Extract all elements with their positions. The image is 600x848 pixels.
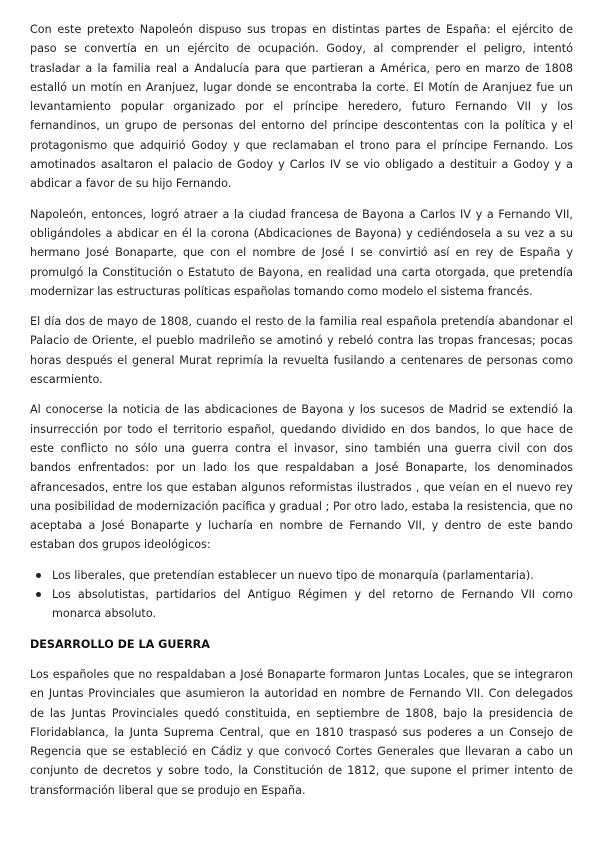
list-item: [52, 566, 573, 585]
list-item: [52, 585, 573, 624]
ideological-groups-list: [30, 566, 573, 624]
paragraph-juntas: Los españoles que no respaldaban a José Bonaparte formaron Juntas Locales, que se integraron en Juntas Provinciales que asumieron la autoridad en nombre de Fernando VII. Con delegados de las Juntas Provinciales quedó constituida, en septiembre de 1808, bajo la presidencia de Floridablanca, la Junta Suprema Central, que en 1810 traspasó sus poderes a un Consejo de Regencia que se estableció en Cádiz y que convocó Cortes Generales que llevaran a cabo un conjunto de decretos y sobre todo, la Constitución de 1812, que supone el primer intento de transformación liberal que se produjo en España.: [30, 667, 573, 797]
list-item-text: Los absolutistas, partidarios del Antiguo Régimen y del retorno de Fernando VII como monarca absoluto.: [52, 588, 573, 621]
list-item-text: Los liberales, que pretendían establecer un nuevo tipo de monarquía (parlamentaria).: [52, 568, 534, 582]
paragraph-abdicaciones-bayona: Napoleón, entonces, logró atraer a la ciudad francesa de Bayona a Carlos IV y a Fernando VII, obligándoles a abdicar en él la corona (Abdicaciones de Bayona) y cediéndosela a su vez a su hermano José Bonaparte, que con el nombre de José I se convirtió así en rey de España y promulgó la Constitución o Estatuto de Bayona, en realidad una carta otorgada, que pretendía modernizar las estructuras políticas españolas tomando como modelo el sistema francés.: [30, 207, 573, 298]
paragraph-dos-de-mayo: El día dos de mayo de 1808, cuando el resto de la familia real española pretendía abandonar el Palacio de Oriente, el pueblo madrileño se amotinó y rebeló contra las tropas francesas; pocas horas después el general Murat reprimía la revuelta fusilando a centenares de personas como escarmiento.: [30, 315, 573, 387]
bullet-icon: [36, 592, 41, 597]
section-heading: DESARROLLO DE LA GUERRA: [30, 637, 210, 651]
document-page: [30, 20, 573, 811]
paragraph-insurreccion: Al conocerse la noticia de las abdicaciones de Bayona y los sucesos de Madrid se extendió la insurrección por todo el territorio español, quedando dividido en dos bandos, lo que hace de este conflicto no sólo una guerra contra el invasor, sino también una guerra civil con dos bandos enfrentados: por un lado los que respaldaban a José Bonaparte, los denominados afrancesados, entre los que estaban algunos reformistas ilustrados , que veían en el nuevo rey una posibilidad de modernización pacífica y gradual ; Por otro lado, estaba la resistencia, que no aceptaba a José Bonaparte y lucharía en nombre de Fernando VII, y dentro de este bando estaban dos grupos ideológicos:: [30, 403, 573, 552]
paragraph-motin-aranjuez: Con este pretexto Napoleón dispuso sus tropas en distintas partes de España: el ejército de paso se convertía en un ejército de ocupación. Godoy, al comprender el peligro, intentó trasladar a la familia real a Andalucía para que partieran a América, pero en marzo de 1808 estalló un motín en Aranjuez, lugar donde se encontraba la corte. El Motín de Aranjuez fue un levantamiento popular organizado por el príncipe heredero, futuro Fernando VII y los fernandinos, un grupo de personas del entorno del príncipe descontentas con la política y el protagonismo que adquirió Godoy y que reclamaban el trono para el príncipe Fernando. Los amotinados asaltaron el palacio de Godoy y Carlos IV se vio obligado a destituir a Godoy y a abdicar a favor de su hijo Fernando.: [30, 23, 573, 191]
bullet-icon: [36, 573, 41, 578]
